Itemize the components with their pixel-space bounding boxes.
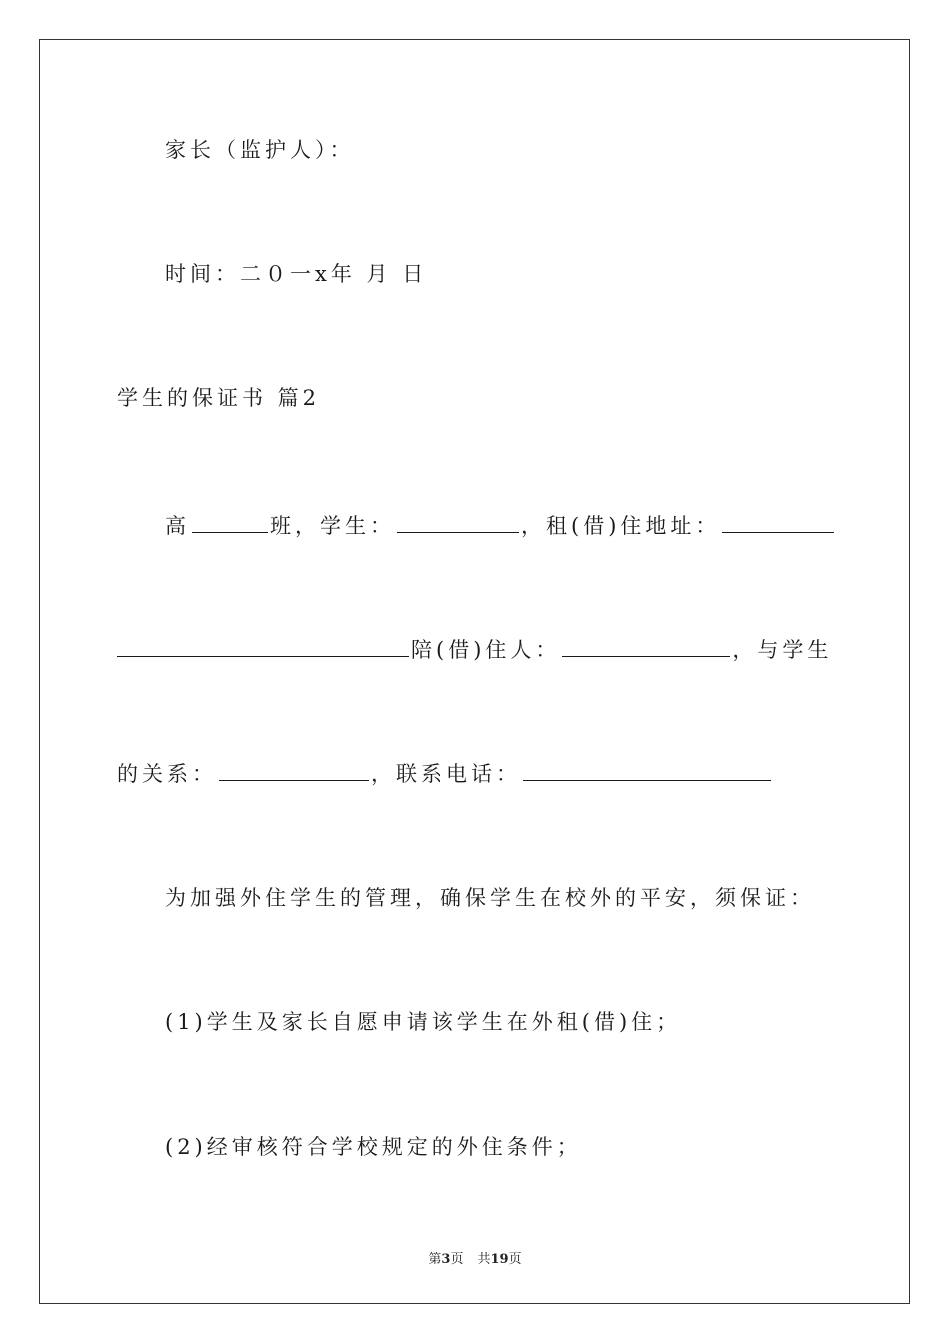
- section-heading: 学生的保证书 篇2: [117, 386, 321, 410]
- class-blank[interactable]: [192, 510, 268, 533]
- companion-blank[interactable]: [562, 634, 730, 657]
- total-prefix: 共: [477, 1252, 491, 1267]
- page-mid: 页: [450, 1252, 464, 1267]
- page-border: [39, 39, 910, 1304]
- relation-label: 的关系：: [117, 762, 217, 786]
- page-total: 19: [490, 1252, 509, 1267]
- class-student-address-line: [165, 510, 836, 540]
- item-1: (1)学生及家长自愿申请该学生在外租(借)住；: [165, 1010, 682, 1034]
- address-blank-1[interactable]: [722, 510, 834, 533]
- item-2: (2)经审核符合学校规定的外住条件；: [165, 1135, 582, 1159]
- class-prefix: 高: [165, 514, 190, 538]
- page-footer: [0, 1248, 950, 1267]
- address-label: ，租(借)住地址：: [521, 514, 721, 538]
- student-label: 班，学生：: [270, 514, 395, 538]
- relation-blank[interactable]: [219, 758, 369, 781]
- companion-line: [117, 634, 832, 664]
- page-prefix: 第: [428, 1252, 442, 1267]
- relation-prefix: ，与学生: [732, 638, 833, 662]
- relation-phone-line: [117, 758, 773, 788]
- address-blank-2[interactable]: [117, 634, 409, 657]
- phone-blank[interactable]: [523, 758, 771, 781]
- intro-paragraph: 为加强外住学生的管理，确保学生在校外的平安，须保证：: [165, 886, 815, 910]
- date-line: 时间：二０一x年 月 日: [165, 262, 428, 286]
- total-suffix: 页: [508, 1252, 522, 1267]
- student-name-blank[interactable]: [397, 510, 519, 533]
- guardian-line: 家长（监护人）：: [165, 138, 355, 162]
- page-current: 3: [441, 1252, 451, 1267]
- phone-label: ，联系电话：: [371, 762, 521, 786]
- companion-label: 陪(借)住人：: [411, 638, 561, 662]
